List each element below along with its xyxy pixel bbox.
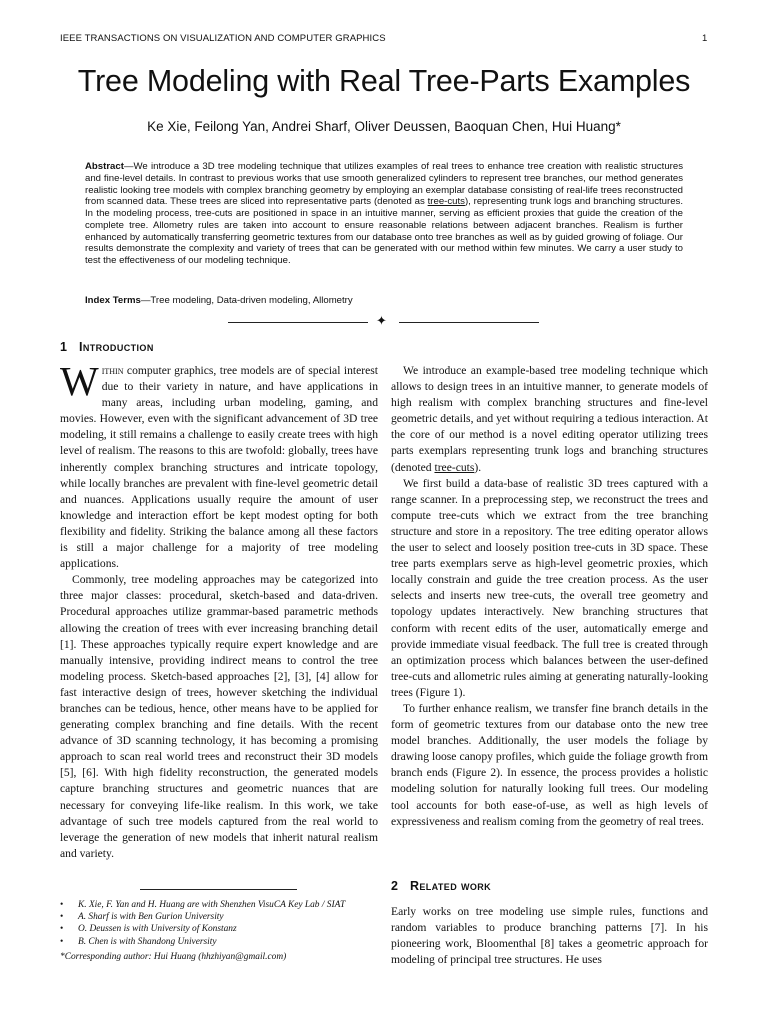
intro-paragraph-1-text: computer graphics, tree models are of special interest due to their variety in nature, and have applications in many areas, including urban modeling, gaming, and movies. However, even with the significant advancement of 3D tree modeling, it still remains a challenge to easily create trees with high level of realism. The reasons to this are twofold: globally, trees have inherently complex branching structures and intricate topology, while locally branches are prevalent with fine-level geometric detail and nuances. Applications usually require the amount of user knowledge and interaction effort be kept modest opting for both flexibility and fidelity. Striking the balance among all these factors is still a major challenge for a majority of tree modeling applications. (60, 364, 378, 571)
index-terms-dash: — (140, 295, 151, 306)
separator-diamond-icon: ✦ (376, 314, 387, 329)
separator-rule-left (228, 322, 368, 323)
bullet-icon: • (60, 936, 64, 947)
intro-paragraph-1 (60, 358, 378, 572)
footnote-item (60, 911, 390, 923)
intro-paragraph-3-text-b: ). (474, 460, 482, 474)
section-title: Introduction (78, 340, 154, 354)
author-list: Ke Xie, Feilong Yan, Andrei Sharf, Oliver Deussen, Baoquan Chen, Hui Huang* (147, 119, 621, 134)
abstract-dash: — (123, 161, 134, 172)
paper-title: Tree Modeling with Real Tree-Parts Examples (77, 64, 691, 98)
bullet-icon: • (60, 924, 64, 935)
intro-paragraph-3 (391, 363, 708, 476)
footnote-text: O. Deussen is with University of Konstanz (78, 924, 237, 935)
section-title: Related work (409, 879, 492, 893)
intro-paragraph-5: To further enhance realism, we transfer fine branch details in the form of geometric textures from our database onto the new tree model branches. Additionally, the user models the foliage by drawing loose canopy profiles, which guide the foliage growth from branch ends (Figure 2). In essence, the process provides a holistic modeling solution for naturally looking full trees. Our modeling tool accounts for both ease-of-use, as well as high levels of expressiveness and realism coming from the geometry of real trees. (391, 701, 708, 828)
bullet-icon: • (60, 900, 64, 910)
footnote-text: B. Chen is with Shandong University (78, 936, 217, 947)
abstract-text-2: ), representing trunk logs and branching structures. In the modeling process, tree-cuts are positioned in space in an intuitive manner, serving as efficient proxies that guide the creation of the complete tree. Allometry rules are taken into account to ensure reasonable relations between adjacent branches. Realism is further enhanced by automatically transferring geometric textures from our database onto tree branches as well as by guided growing of foliage. Our results demonstrate the complexity and variety of trees that can be generated with our method within few minutes. We carry a user study to test the effectiveness of our modeling technique. (85, 196, 684, 266)
abstract-tree-cuts-term: tree-cuts (427, 196, 465, 208)
intro-paragraph-2: Commonly, tree modeling approaches may be categorized into three major classes: procedural, sketch-based and data-driven. Procedural approaches utilize grammar-based parametric methods allowing the creation of trees with ever increasing branching detail [1]. These approaches typically require expert knowledge and are manually intensive, providing indirect means to control the tree modeling process. Sketch-based approaches [2], [3], [4] allow for fast interactive design of trees, however sketching the individual branches can be tedious, hence, other means have to be applied for generating complex branching and fine details. With the recent advance of 3D scanning technology, it has becoming a promising approach to scan real world trees and reconstruct their 3D models [5], [6]. With high fidelity reconstruction, the generated models capture branching structures and geometric nuances that are necessary for conveying life-like realism. In this work, we take advantage of such tree models captured from the real world to leverage the generation of new models that inherit natural realism and variety. (60, 573, 378, 860)
running-header-journal: IEEE TRANSACTIONS ON VISUALIZATION AND COMPUTER GRAPHICS (60, 33, 386, 44)
intro-paragraph-4: We first build a data-base of realistic 3D trees captured with a range scanner. In a preprocessing step, we reconstruct the trees and compute tree-cuts which we extract from the tree branching structure and store in a repository. The tree editing operator allows the user to select and loosely position tree-cuts in 3D space. These tree parts exemplars serve as high-level geometric proxies, which locally constrain and guide the tree creation process. As the user selects and inserts new tree-cuts, the overall tree geometry and topology updates interactively. New branching structures that conform with recent edits of the user, automatically emerge and provide immediate visual feedback. The full tree is created through an optimization process which balances between the user-defined tree-cuts and allometric rules aiming at generating naturally-looking trees (Figure 1). (391, 476, 708, 699)
corresponding-author-note: *Corresponding author: Hui Huang (hhzhiyan@gmail.com) (60, 952, 287, 962)
tree-cuts-term: tree-cuts (434, 460, 475, 474)
section-heading-introduction (60, 340, 154, 354)
footnote-text: A. Sharf is with Ben Gurion University (78, 912, 224, 923)
abstract-label: Abstract (85, 161, 124, 172)
intro-paragraph-3-text-a: We introduce an example-based tree modeling technique which allows to design trees in an intuitive manner, to generate models of high realism with complex branching structures and fine-level geometric details, and yet without requiring a tedious interaction. At the core of our method is a novel editing operator utilizing trees parts exemplars representing trunk logs and branching structures (denoted (391, 364, 708, 474)
index-terms-text: Tree modeling, Data-driven modeling, Allometry (150, 295, 353, 306)
drop-cap: W (60, 358, 99, 404)
related-paragraph-1: Early works on tree modeling use simple rules, functions and random variables to produce branching patterns [7]. In his pioneering work, Bloomenthal [8] takes a geometric approach for modeling of principal tree structures. He uses (391, 905, 708, 967)
abstract-text-1: We introduce a 3D tree modeling technique that utilizes examples of real trees to enhance tree creation with realistic structures and fine-level details. In contrast to previous works that use smooth generalized cylinders to represent tree branches, our method generates realistic looking tree models with complex branching geometry by employing an exemplar database consisting of real-life trees reconstructed from scanned data. These trees are sliced into representative parts (denoted as (85, 161, 683, 208)
footnote-item (60, 899, 390, 911)
section-number: 1 (60, 340, 67, 354)
affiliation-footnotes (60, 899, 390, 948)
separator-rule-right (399, 322, 539, 323)
footnote-text: K. Xie, F. Yan and H. Huang are with Shenzhen VisuCA Key Lab / SIAT (78, 900, 346, 910)
index-terms (85, 295, 683, 306)
right-column (391, 363, 708, 830)
footnote-item (60, 936, 390, 948)
section-number: 2 (391, 879, 398, 893)
footnote-rule (140, 889, 297, 890)
running-header-page-number: 1 (702, 33, 708, 44)
drop-cap-rest: ithin (101, 364, 124, 377)
abstract (85, 161, 683, 267)
section-heading-related-work (391, 879, 491, 893)
footnote-item (60, 923, 390, 935)
related-work-body (391, 904, 708, 968)
index-terms-label: Index Terms (85, 295, 141, 306)
bullet-icon: • (60, 912, 64, 923)
left-column (60, 358, 378, 862)
